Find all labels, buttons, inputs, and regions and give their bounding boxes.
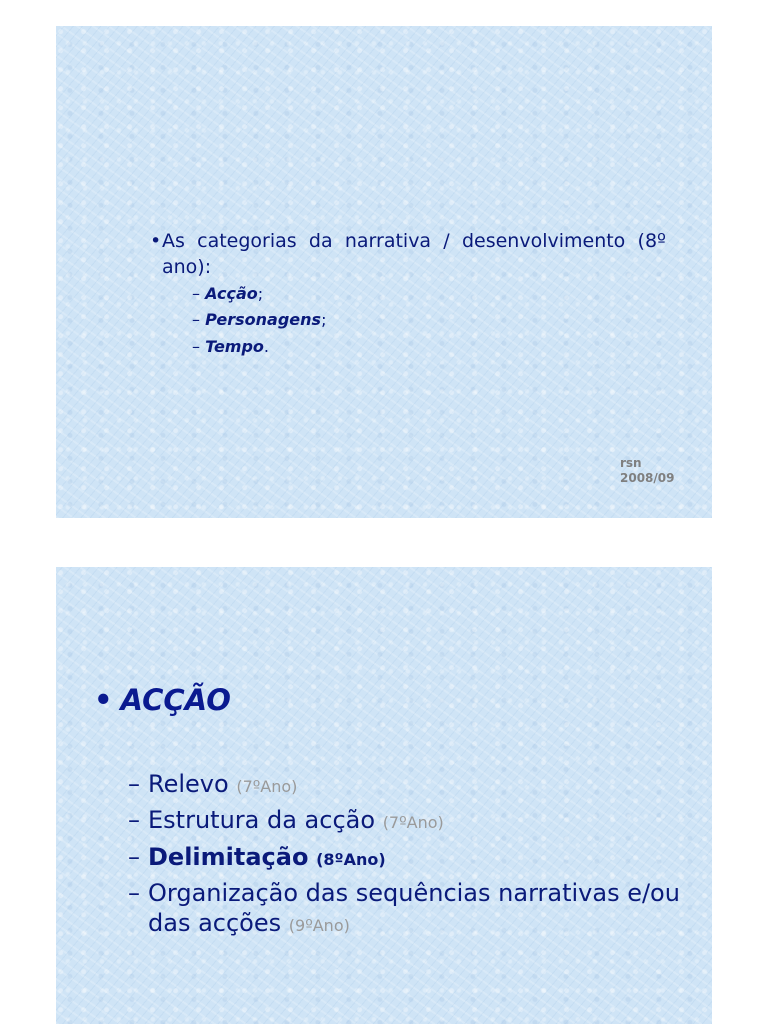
footer-year: 2008/09 <box>620 471 675 485</box>
slide-title-text: ACÇÃO <box>120 683 231 717</box>
subitem-punct: . <box>263 337 270 356</box>
slide-1 <box>56 26 712 518</box>
footer-author: rsn <box>620 456 642 470</box>
bullet-text: As categorias da narrativa / desenvolvimento (8º ano): <box>162 230 666 278</box>
subitem-label: Personagens <box>205 310 322 329</box>
item-text: Organização das sequências narrativas e/ou <box>148 879 680 907</box>
slide-2 <box>56 567 712 1024</box>
bullet-dot: • <box>94 683 113 717</box>
item-text: Delimitação <box>148 843 309 871</box>
item-text: Relevo <box>148 770 229 798</box>
item-note: (7ºAno) <box>382 813 444 832</box>
subitem-tempo: – Tempo. <box>192 337 270 356</box>
subitem-punct: ; <box>257 284 264 303</box>
subitem-accao: – Acção; <box>192 284 264 303</box>
list-item-relevo: – Relevo (7ºAno) <box>128 770 298 798</box>
slide-title <box>94 683 231 717</box>
bullet-dot: • <box>150 230 162 252</box>
item-note: (7ºAno) <box>236 777 298 796</box>
item-text-continued: das acções <box>148 909 282 937</box>
subitem-label: Acção <box>205 284 258 303</box>
list-item-estrutura: – Estrutura da acção (7ºAno) <box>128 806 444 834</box>
subitem-label: Tempo <box>205 337 264 356</box>
list-item-organizacao: – Organização das sequências narrativas e/ou das acções (9ºAno) <box>128 879 680 937</box>
list-item-delimitacao: – Delimitação (8ºAno) <box>128 843 386 871</box>
item-note: (9ºAno) <box>288 916 350 935</box>
item-text: Estrutura da acção <box>148 806 376 834</box>
bullet-categorias <box>150 228 666 280</box>
slide-footer <box>620 456 674 486</box>
subitem-punct: ; <box>321 310 327 329</box>
subitem-personagens: – Personagens; <box>192 310 327 329</box>
item-note: (8ºAno) <box>316 850 386 869</box>
